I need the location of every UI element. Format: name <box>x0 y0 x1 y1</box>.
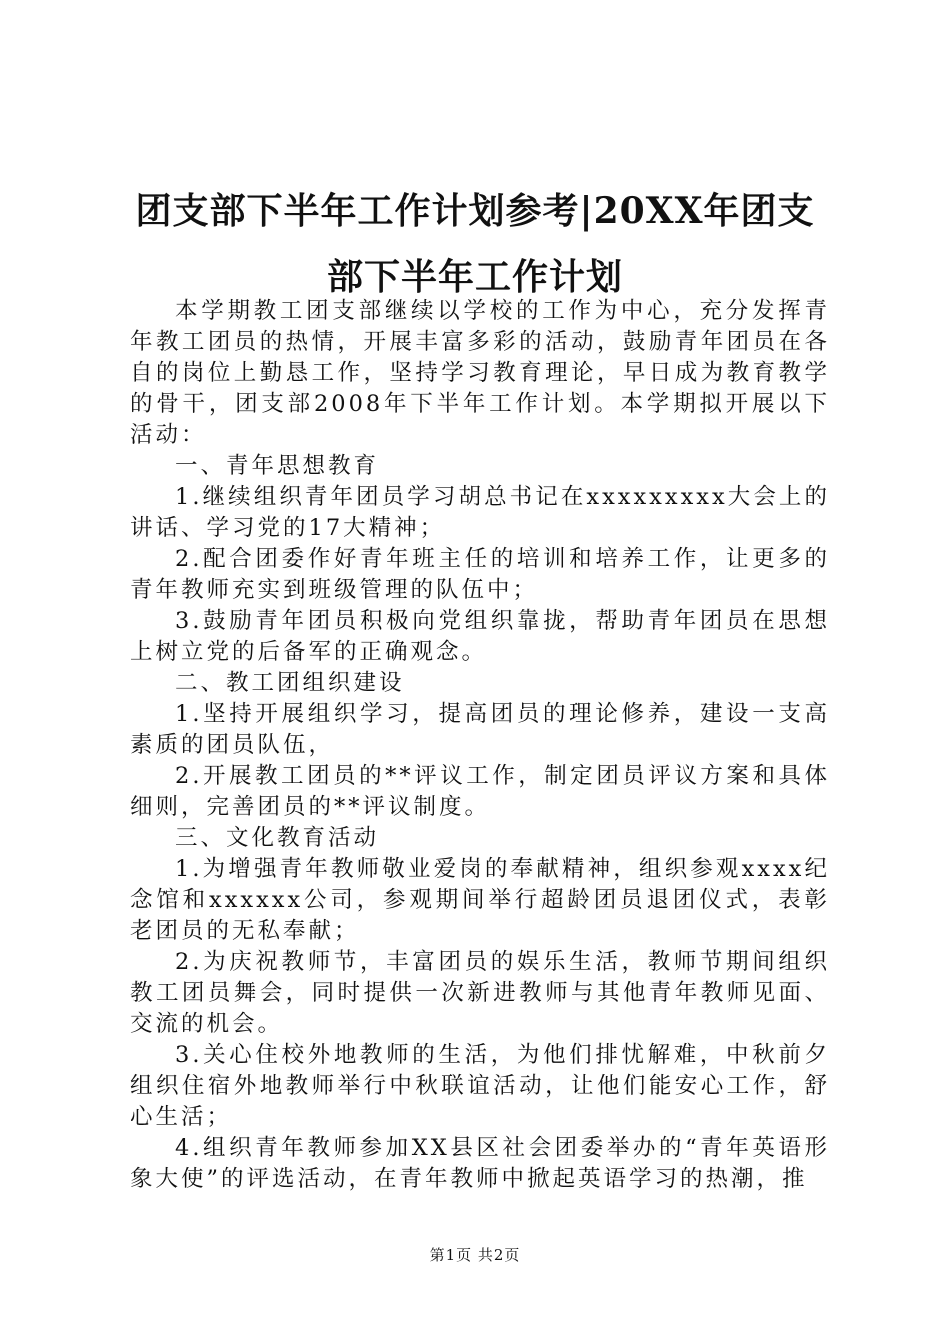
section-heading: 二、教工团组织建设 <box>175 670 405 696</box>
paragraph: 1.为增强青年教师敬业爱岗的奉献精神，组织参观xxxx纪念馆和xxxxxx公司，参观期间举行超龄团员退团仪式，表彰老团员的无私奉献； <box>130 856 830 944</box>
paragraph: 2.开展教工团员的**评议工作，制定团员评议方案和具体细则，完善团员的**评议制度。 <box>130 763 830 820</box>
paragraph: 1.坚持开展组织学习，提高团员的理论修养，建设一支高素质的团员队伍， <box>130 701 830 758</box>
document-title: 团支部下半年工作计划参考|20XX年团支部下半年工作计划 <box>135 190 815 298</box>
section-heading: 一、青年思想教育 <box>175 453 380 479</box>
paragraph: 2.为庆祝教师节，丰富团员的娱乐生活，教师节期间组织教工团员舞会，同时提供一次新进教师与其他青年教师见面、交流的机会。 <box>130 949 830 1037</box>
paragraph: 本学期教工团支部继续以学校的工作为中心，充分发挥青年教工团员的热情，开展丰富多彩的活动，鼓励青年团员在各自的岗位上勤恳工作，坚持学习教育理论，早日成为教育教学的骨干，团支部2008年下半年工作计划。本学期拟开展以下活动： <box>130 298 830 448</box>
section-heading: 三、文化教育活动 <box>175 825 380 851</box>
paragraph: 3.鼓励青年团员积极向党组织靠拢，帮助青年团员在思想上树立党的后备军的正确观念。 <box>130 608 830 665</box>
document-body <box>130 296 830 1195</box>
paragraph: 3.关心住校外地教师的生活，为他们排忧解难，中秋前夕组织住宿外地教师举行中秋联谊活动，让他们能安心工作，舒心生活； <box>130 1042 830 1130</box>
paragraph: 2.配合团委作好青年班主任的培训和培养工作，让更多的青年教师充实到班级管理的队伍中； <box>130 546 830 603</box>
paragraph: 1.继续组织青年团员学习胡总书记在xxxxxxxxx大会上的讲话、学习党的17大精神； <box>130 484 830 541</box>
paragraph: 4.组织青年教师参加XX县区社会团委举办的“青年英语形象大使”的评选活动，在青年教师中掀起英语学习的热潮，推 <box>130 1135 830 1192</box>
page-footer: 第1页 共2页 <box>429 1246 521 1264</box>
